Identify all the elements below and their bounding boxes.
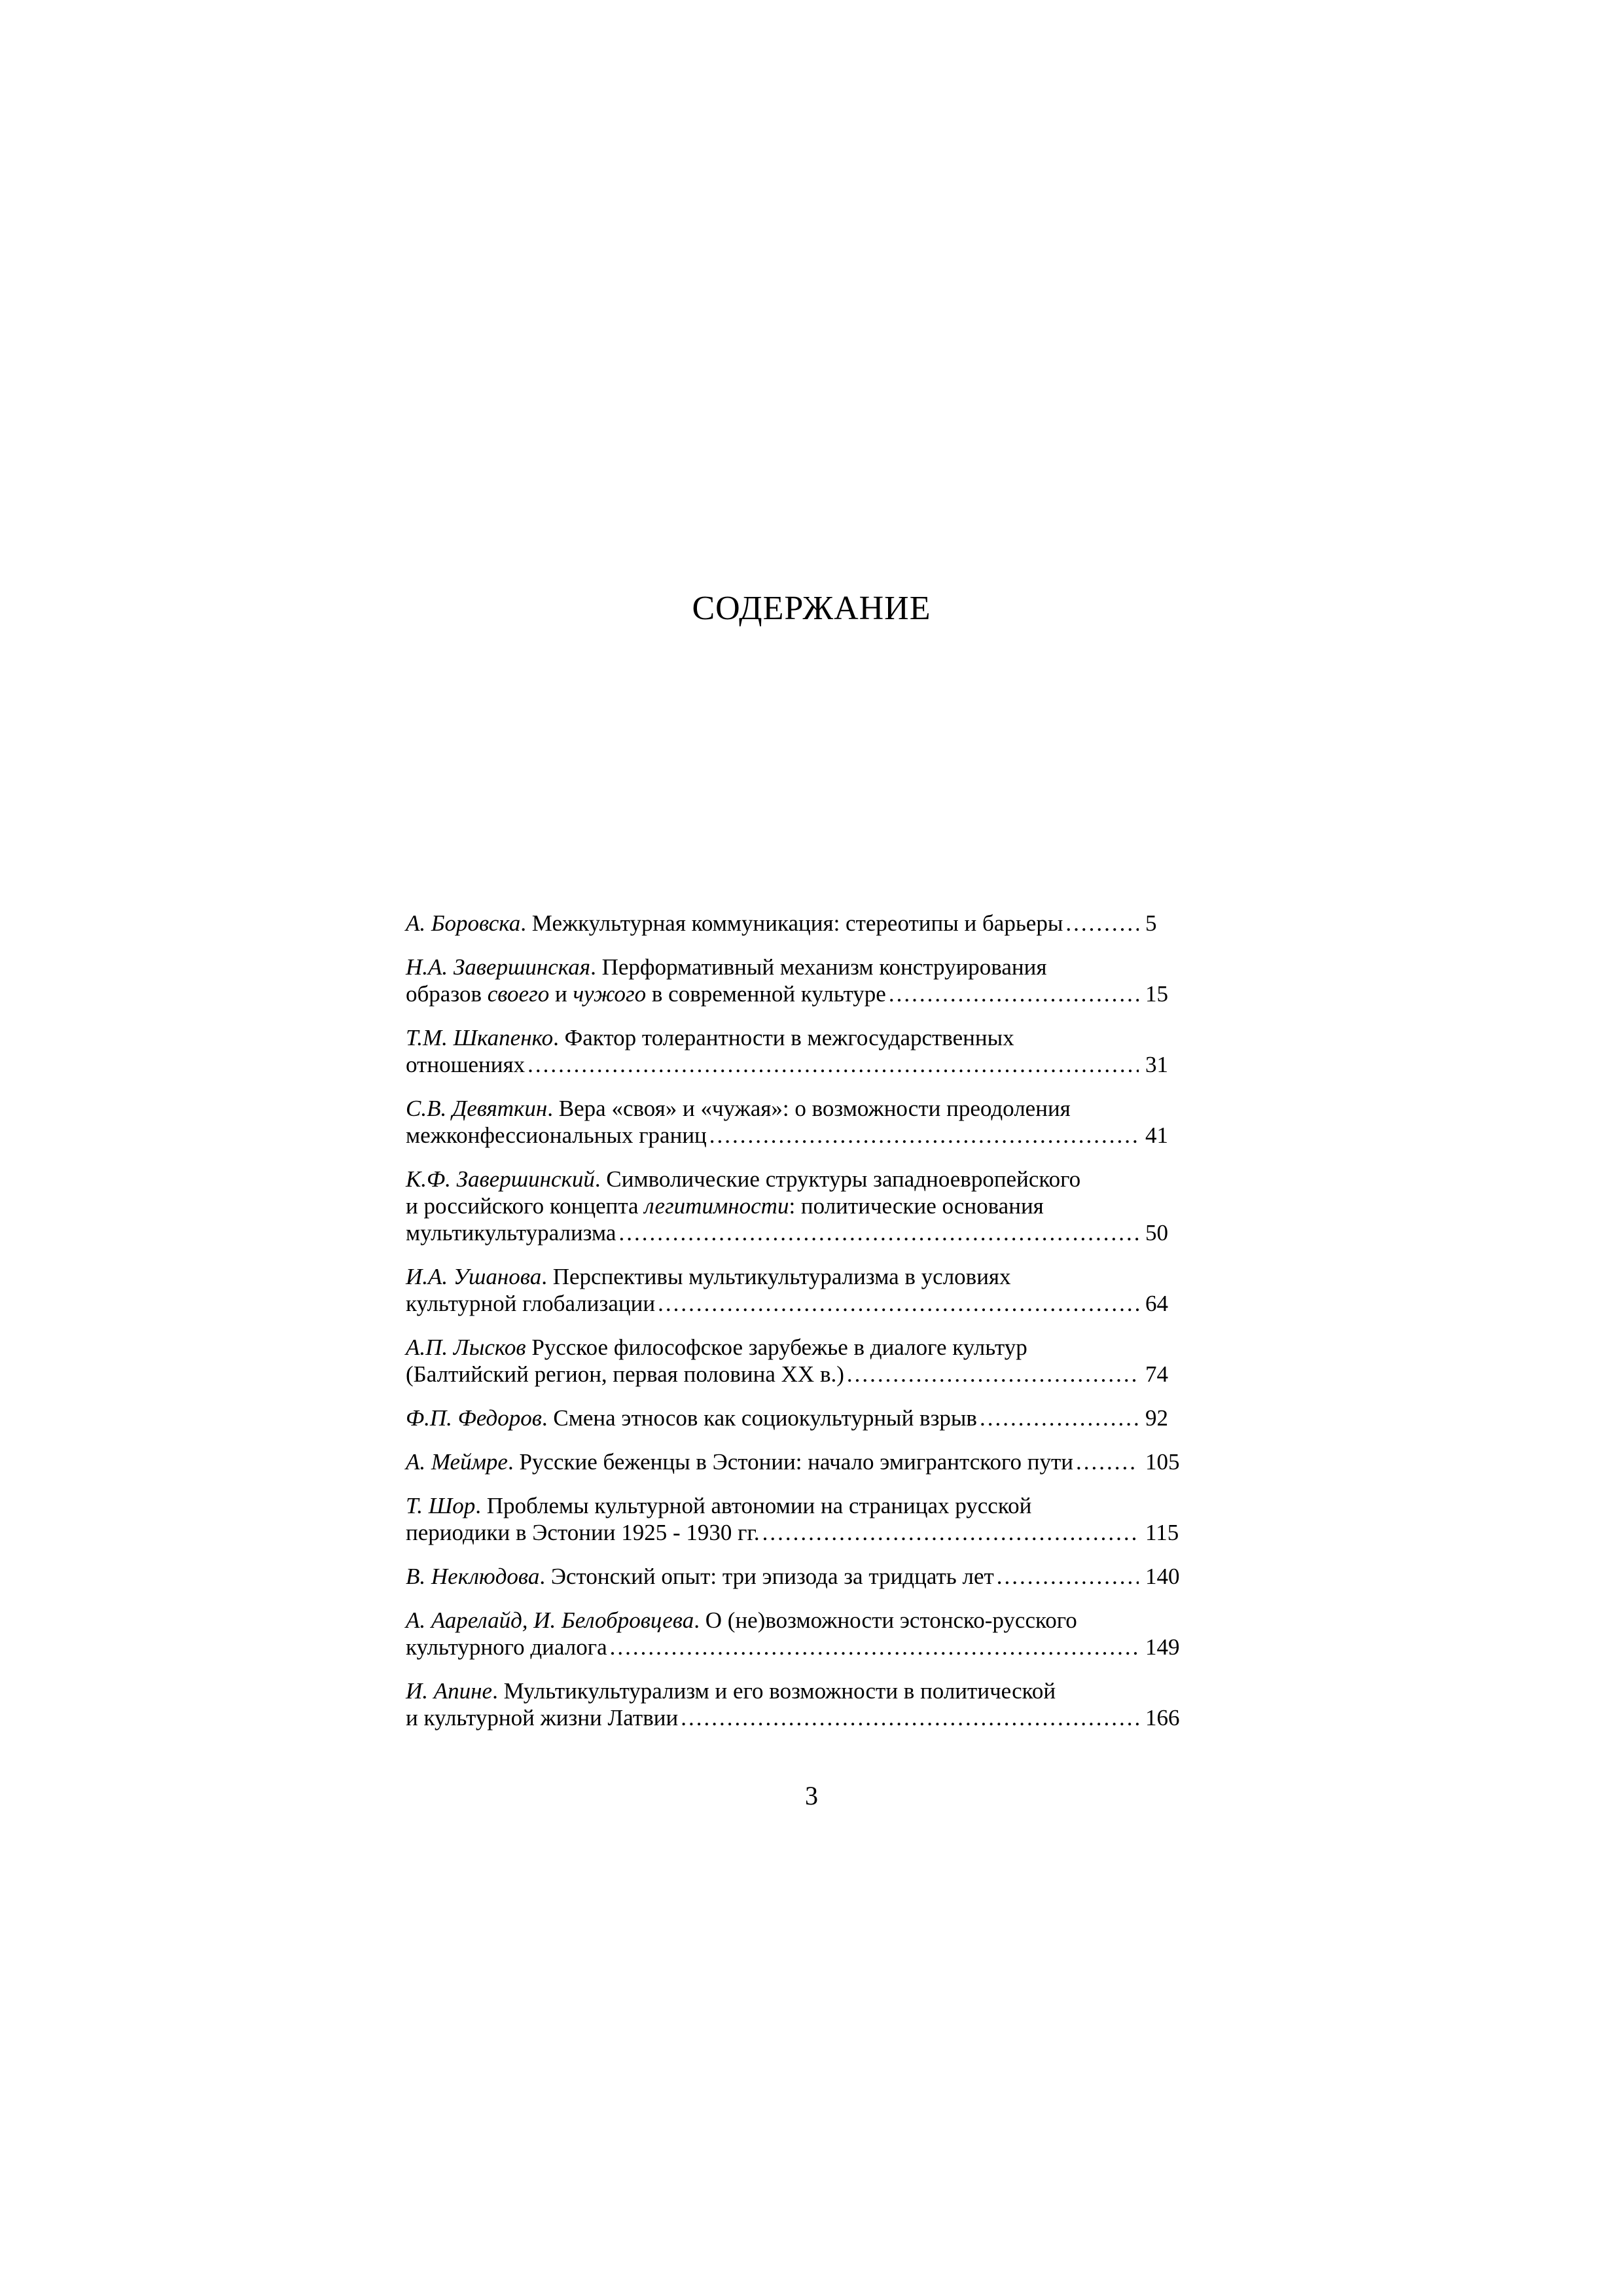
dot-leader: [527, 1051, 1139, 1078]
dot-leader: [1065, 910, 1139, 937]
entry-title-emphasis: легитимности: [644, 1193, 789, 1219]
entry-author: И. Апине: [406, 1678, 493, 1704]
entry-author: А. Аарелайд, И. Белобровцева: [406, 1607, 694, 1633]
dot-leader: [709, 1122, 1139, 1149]
toc-entry: А. Аарелайд, И. Белобровцева. О (не)возможности эстонско-русского культурного диалога ..... 149: [406, 1607, 1199, 1660]
dot-leader: [889, 980, 1139, 1007]
entry-author: А. Боровска: [406, 910, 521, 936]
entry-title-line1: Перформативный механизм конструирования: [601, 954, 1047, 980]
entry-author: Т. Шор: [406, 1493, 476, 1518]
entry-title-part: образов: [406, 981, 482, 1007]
dot-leader: [618, 1219, 1139, 1246]
entry-page: 5: [1145, 910, 1157, 936]
entry-title-line2: отношениях: [406, 1052, 526, 1077]
page-number: 3: [805, 1781, 818, 1810]
entry-page: 41: [1145, 1122, 1168, 1148]
toc-entry: Т.М. Шкапенко. Фактор толерантности в межгосударственных отношениях ..... 31: [406, 1024, 1199, 1078]
entry-page: 92: [1145, 1405, 1168, 1431]
table-of-contents: [406, 910, 1199, 1748]
entry-author: А. Меймре: [406, 1449, 508, 1475]
toc-entry: А. Меймре. Русские беженцы в Эстонии: начало эмигрантского пути ..... 105: [406, 1448, 1199, 1475]
toc-entry: Т. Шор. Проблемы культурной автономии на страницах русской периодики в Эстонии 1925 - 1930 гг. ..... 115: [406, 1492, 1199, 1546]
entry-page: 149: [1145, 1634, 1180, 1660]
entry-title-line2: периодики в Эстонии 1925 - 1930 гг.: [406, 1520, 760, 1545]
dot-leader: [980, 1405, 1139, 1431]
entry-author: И.А. Ушанова: [406, 1264, 542, 1289]
toc-entry: Ф.П. Федоров. Смена этносов как социокультурный взрыв ..... 92: [406, 1405, 1199, 1431]
entry-title-line1: Русское философское зарубежье в диалоге культур: [531, 1335, 1027, 1360]
toc-entry: К.Ф. Завершинский. Символические структуры западноевропейского и российского концепта легитимности: политические основания мультикультурализма ..... 50: [406, 1166, 1199, 1246]
dot-leader: [658, 1290, 1139, 1317]
entry-page: 74: [1145, 1361, 1168, 1387]
entry-title-line2: и культурной жизни Латвии: [406, 1705, 679, 1731]
entry-page: 115: [1145, 1520, 1179, 1545]
entry-title-line1: Символические структуры западноевропейского: [606, 1166, 1081, 1192]
dot-leader: [610, 1634, 1139, 1660]
entry-title-part: и российского концепта: [406, 1193, 639, 1219]
toc-entry: А. Боровска. Межкультурная коммуникация: стереотипы и барьеры ..... 5: [406, 910, 1199, 937]
toc-entry: С.В. Девяткин. Вера «своя» и «чужая»: о возможности преодоления межконфессиональных границ ..... 41: [406, 1095, 1199, 1149]
entry-author: Н.А. Завершинская: [406, 954, 591, 980]
dot-leader: [847, 1361, 1139, 1388]
toc-entry: И.А. Ушанова. Перспективы мультикультурализма в условиях культурной глобализации ..... 64: [406, 1263, 1199, 1317]
entry-title-line1: Перспективы мультикультурализма в условиях: [552, 1264, 1011, 1289]
toc-entry: В. Неклюдова. Эстонский опыт: три эпизода за тридцать лет ..... 140: [406, 1563, 1199, 1590]
entry-page: 105: [1145, 1449, 1180, 1475]
entry-author: Ф.П. Федоров: [406, 1405, 542, 1431]
entry-title: Русские беженцы в Эстонии: начало эмигрантского пути: [519, 1449, 1073, 1475]
entry-title: Эстонский опыт: три эпизода за тридцать лет: [550, 1564, 994, 1589]
dot-leader: [1076, 1448, 1139, 1475]
entry-author: В. Неклюдова: [406, 1564, 540, 1589]
dot-leader: [681, 1704, 1139, 1731]
entry-author: А.П. Лысков: [406, 1335, 526, 1360]
entry-page: 15: [1145, 981, 1168, 1007]
entry-title-emphasis: своего: [487, 981, 550, 1007]
entry-author: С.В. Девяткин: [406, 1096, 548, 1121]
entry-title-line2: культурной глобализации: [406, 1291, 656, 1316]
entry-title-emphasis: чужого: [573, 981, 647, 1007]
entry-author: К.Ф. Завершинский: [406, 1166, 595, 1192]
entry-title-part: в современной культуре: [651, 981, 886, 1007]
toc-entry: [406, 1334, 1199, 1388]
entry-title-part: : политические основания: [789, 1193, 1044, 1219]
entry-title-line1: Фактор толерантности в межгосударственных: [564, 1025, 1014, 1050]
entry-title-line3: мультикультурализма: [406, 1220, 616, 1246]
entry-page: 31: [1145, 1052, 1168, 1077]
toc-entry: Н.А. Завершинская. Перформативный механизм конструирования образов своего и чужого в современной культуре ..... 15: [406, 954, 1199, 1007]
entry-page: 140: [1145, 1564, 1180, 1589]
entry-title-line2: культурного диалога: [406, 1634, 607, 1660]
entry-title-line1: Проблемы культурной автономии на страницах русской: [486, 1493, 1032, 1518]
entry-title-line2: межконфессиональных границ: [406, 1122, 707, 1148]
entry-title-line1: Вера «своя» и «чужая»: о возможности преодоления: [558, 1096, 1071, 1121]
entry-title: Смена этносов как социокультурный взрыв: [553, 1405, 977, 1431]
entry-title: Межкультурная коммуникация: стереотипы и барьеры: [531, 910, 1063, 936]
page-title: СОДЕРЖАНИЕ: [692, 590, 931, 627]
entry-title-line2: (Балтийский регион, первая половина XX в.): [406, 1361, 844, 1387]
entry-author: Т.М. Шкапенко: [406, 1025, 554, 1050]
entry-title-line1: О (не)возможности эстонско-русского: [705, 1607, 1077, 1633]
entry-page: 50: [1145, 1220, 1168, 1246]
entry-title-part: и: [554, 981, 567, 1007]
dot-leader: [762, 1519, 1139, 1546]
entry-page: 166: [1145, 1705, 1180, 1731]
entry-page: 64: [1145, 1291, 1168, 1316]
dot-leader: [997, 1563, 1139, 1590]
toc-entry: И. Апине. Мультикультурализм и его возможности в политической и культурной жизни Латвии ..... 166: [406, 1677, 1199, 1731]
entry-title-line1: Мультикультурализм и его возможности в политической: [503, 1678, 1056, 1704]
